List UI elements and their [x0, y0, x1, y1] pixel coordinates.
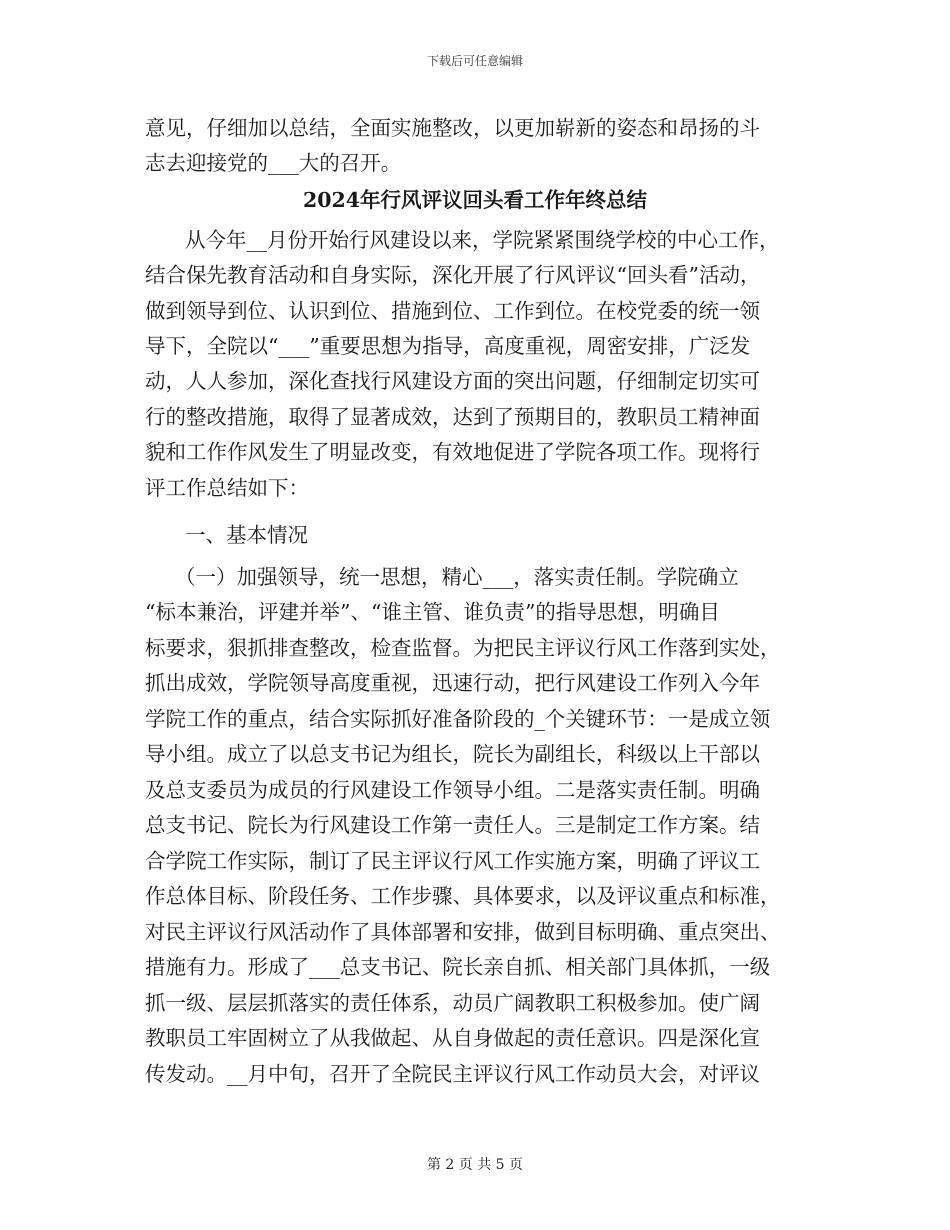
- body-line: （一）加强领导，统一思想，精心___，落实责任制。学院确立: [175, 565, 739, 589]
- body-line: 貌和工作作风发生了明显改变，有效地促进了学院各项工作。现将行: [145, 440, 760, 464]
- body-line: 总支书记、院长为行风建设工作第一责任人。三是制定工作方案。结: [145, 813, 760, 837]
- body-line: 抓一级、层层抓落实的责任体系，动员广阔教职工积极参加。使广阔: [145, 991, 760, 1015]
- body-line: 学院工作的重点，结合实际抓好准备阶段的_个关键环节：一是成立领: [145, 707, 771, 731]
- body-line: 评工作总结如下：: [145, 476, 309, 500]
- body-line: 从今年__月份开始行风建设以来，学院紧紧围绕学校的中心工作，: [185, 228, 780, 252]
- section-heading: 一、基本情况: [185, 523, 308, 547]
- body-line: 结合保先教育活动和自身实际，深化开展了行风评议“回头看”活动，: [145, 263, 761, 287]
- body-line: 抓出成效，学院领导高度重视，迅速行动，把行风建设工作列入今年: [145, 671, 760, 695]
- body-line: 做到领导到位、认识到位、措施到位、工作到位。在校党委的统一领: [145, 299, 760, 323]
- body-line: 导小组。成立了以总支书记为组长，院长为副组长，科级以上干部以: [145, 742, 760, 766]
- body-line: 对民主评议行风活动作了具体部署和安排，做到目标明确、重点突出、: [145, 920, 781, 944]
- body-line: 志去迎接党的___大的召开。: [145, 151, 402, 175]
- body-line: 合学院工作实际，制订了民主评议行风工作实施方案，明确了评议工: [145, 849, 760, 873]
- body-line: 措施有力。形成了___总支书记、院长亲自抓、相关部门具体抓，一级: [145, 955, 771, 979]
- body-line: 导下，全院以“___”重要思想为指导，高度重视，周密安排，广泛发: [145, 334, 751, 358]
- body-line: 及总支委员为成员的行风建设工作领导小组。二是落实责任制。明确: [145, 778, 760, 802]
- body-line: 意见，仔细加以总结，全面实施整改，以更加崭新的姿态和昂扬的斗: [145, 116, 760, 140]
- body-line: 作总体目标、阶段任务、工作步骤、具体要求，以及评议重点和标准，: [145, 884, 781, 908]
- page-footer: 第 2 页 共 5 页: [426, 1157, 524, 1173]
- body-line: 传发动。__月中旬，召开了全院民主评议行风工作动员大会，对评议: [145, 1062, 760, 1086]
- body-line: 标要求，狠抓排查整改，检查监督。为把民主评议行风工作落到实处，: [145, 636, 781, 660]
- document-title: 2024年行风评议回头看工作年终总结: [302, 188, 648, 212]
- body-line: “标本兼治，评建并举”、“谁主管、谁负责”的指导思想，明确目: [145, 600, 720, 624]
- body-line: 动，人人参加，深化查找行风建设方面的突出问题，仔细制定切实可: [145, 369, 760, 393]
- body-line: 行的整改措施，取得了显著成效，达到了预期目的，教职员工精神面: [145, 405, 760, 429]
- body-line: 教职员工牢固树立了从我做起、从自身做起的责任意识。四是深化宣: [145, 1026, 760, 1050]
- page-header: 下载后可任意编辑: [426, 54, 523, 68]
